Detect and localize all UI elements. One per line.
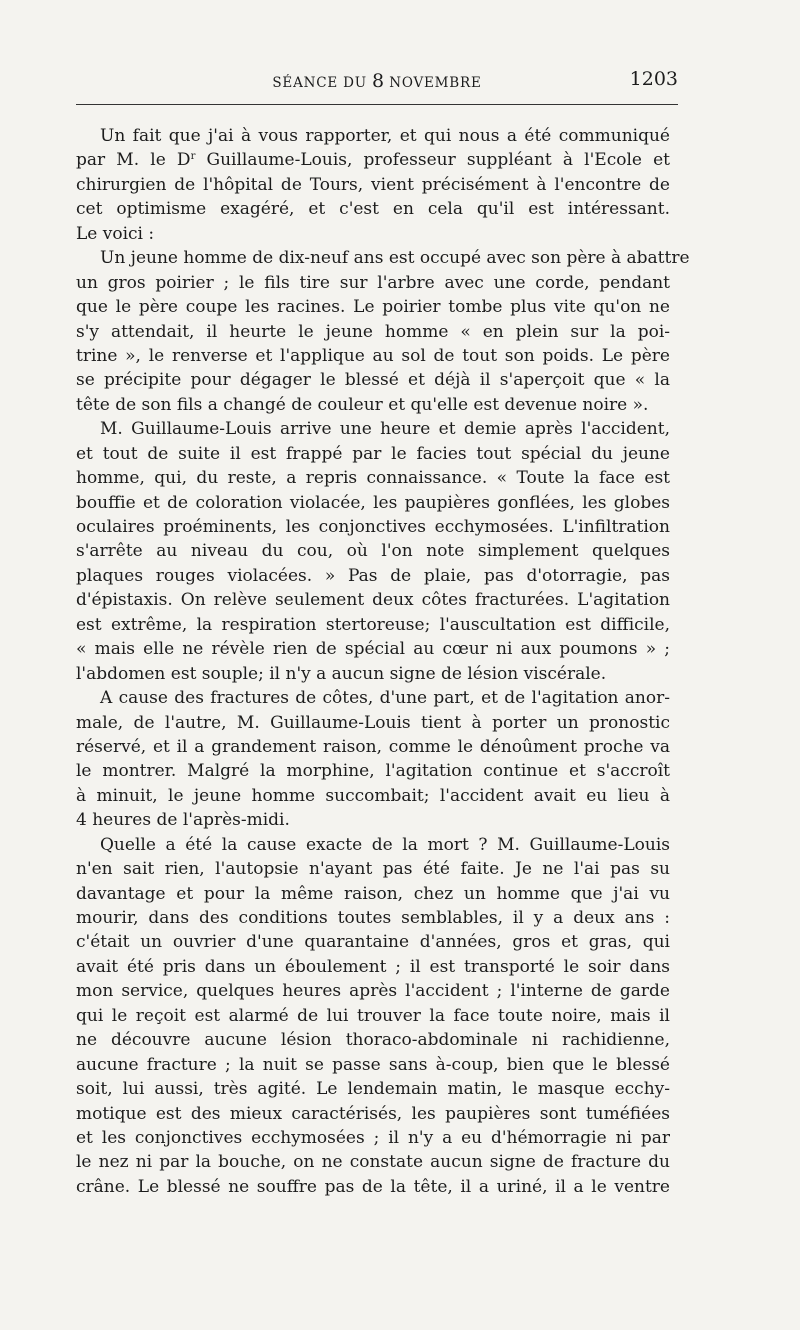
text-line: Le voici :: [76, 223, 155, 244]
text-line: bouffie et de coloration violacée, les paupières gonflées, les globes: [76, 492, 670, 513]
text-line: Quelle a été la cause exacte de la mort ? M. Guillaume-Louis: [100, 834, 670, 855]
text-line: qui le reçoit est alarmé de lui trouver la face toute noire, mais il: [76, 1005, 670, 1026]
text-line: tête de son fils a changé de couleur et qu'elle est devenue noire ».: [76, 394, 649, 415]
text-line: c'était un ouvrier d'une quarantaine d'années, gros et gras, qui: [76, 932, 670, 953]
header-rule: [76, 104, 678, 105]
text-line: l'abdomen est souple; il n'y a aucun signe de lésion viscérale.: [76, 663, 607, 684]
text-line: mon service, quelques heures après l'accident ; l'interne de garde: [76, 981, 670, 1002]
text-line: un gros poirier ; le fils tire sur l'arbre avec une corde, pendant: [76, 272, 670, 293]
paragraph-2: [76, 246, 690, 417]
paragraph-5: [76, 833, 670, 1200]
superscript-r: r: [190, 151, 196, 163]
page-header: [76, 68, 678, 94]
text-line: à minuit, le jeune homme succombait; l'accident avait eu lieu à: [76, 785, 670, 806]
text-line: n'en sait rien, l'autopsie n'ayant pas été faite. Je ne l'ai pas su: [76, 859, 670, 880]
text-line: s'arrête au niveau du cou, où l'on note simplement quelques: [76, 541, 670, 562]
text-line: M. Guillaume-Louis arrive une heure et demie après l'accident,: [100, 419, 670, 440]
running-title: [76, 70, 678, 92]
text-line: « mais elle ne révèle rien de spécial au cœur ni aux poumons » ;: [76, 639, 670, 660]
text-line: est extrême, la respiration stertoreuse; l'auscultation est difficile,: [76, 614, 670, 635]
text-line: que le père coupe les racines. Le poirier tombe plus vite qu'on ne: [76, 297, 670, 318]
text-line: le nez ni par la bouche, on ne constate aucun signe de fracture du: [76, 1152, 670, 1173]
text-line: male, de l'autre, M. Guillaume-Louis tient à porter un pronostic: [76, 712, 670, 733]
text-line: Un fait que j'ai à vous rapporter, et qui nous a été communiqué: [100, 126, 670, 146]
text-line: davantage et pour la même raison, chez un homme que j'ai vu: [76, 883, 670, 904]
paragraph-1: [76, 124, 670, 246]
text-line: trine », le renverse et l'applique au sol de tout son poids. Le père: [76, 345, 670, 366]
running-title-part-1: SÉANCE DU: [272, 75, 373, 91]
text-line: oculaires proéminents, les conjonctives ecchymosées. L'infiltration: [76, 517, 670, 537]
text-line: aucune fracture ; la nuit se passe sans à-coup, bien que le blessé: [76, 1054, 670, 1075]
paragraph-4: [76, 686, 670, 833]
text-line: par M. le $D^r$ Guillaume-Louis, professeur suppléant à l'Ecole et: [76, 150, 671, 171]
text-line: homme, qui, du reste, a repris connaissance. « Toute la face est: [76, 468, 670, 489]
body-text: [76, 124, 690, 1199]
text-line: cet optimisme exagéré, et c'est en cela qu'il est intéressant.: [76, 199, 670, 220]
text-line: se précipite pour dégager le blessé et déjà il s'aperçoit que « la: [76, 370, 670, 391]
text-line: plaques rouges violacées. » Pas de plaie, pas d'otorragie, pas: [76, 565, 670, 586]
text-line: avait été pris dans un éboulement ; il est transporté le soir dans: [76, 956, 670, 977]
running-title-part-2: NOVEMBRE: [384, 75, 482, 91]
text-line: mourir, dans des conditions toutes semblables, il y a deux ans :: [76, 908, 670, 928]
text-line: et tout de suite il est frappé par le facies tout spécial du jeune: [76, 443, 670, 464]
text-line: s'y attendait, il heurte le jeune homme « en plein sur la poi-: [76, 321, 670, 342]
text-line: d'épistaxis. On relève seulement deux côtes fracturées. L'agitation: [76, 590, 670, 611]
text-line: crâne. Le blessé ne souffre pas de la tête, il a uriné, il a le ventre: [76, 1176, 670, 1197]
text-line: Un jeune homme de dix-neuf ans est occupé avec son père à abattre: [100, 248, 690, 269]
text-line: soit, lui aussi, très agité. Le lendemain matin, le masque ecchy-: [76, 1079, 670, 1100]
paragraph-3: [76, 417, 670, 686]
text-line: et les conjonctives ecchymosées ; il n'y a eu d'hémorragie ni par: [76, 1127, 670, 1148]
running-title-day: 8: [372, 70, 385, 92]
text-line: chirurgien de l'hôpital de Tours, vient précisément à l'encontre de: [76, 174, 670, 195]
text-line: réservé, et il a grandement raison, comme le dénoûment proche va: [76, 736, 670, 757]
text-line: motique est des mieux caractérisés, les paupières sont tuméfiées: [76, 1103, 670, 1124]
text-line: 4 heures de l'après-midi.: [76, 810, 290, 831]
text-line: A cause des fractures de côtes, d'une part, et de l'agitation anor-: [100, 688, 670, 709]
text-line: ne découvre aucune lésion thoraco-abdominale ni rachidienne,: [76, 1030, 670, 1051]
text-line: le montrer. Malgré la morphine, l'agitation continue et s'accroît: [76, 761, 670, 782]
page-number: 1203: [629, 68, 678, 90]
